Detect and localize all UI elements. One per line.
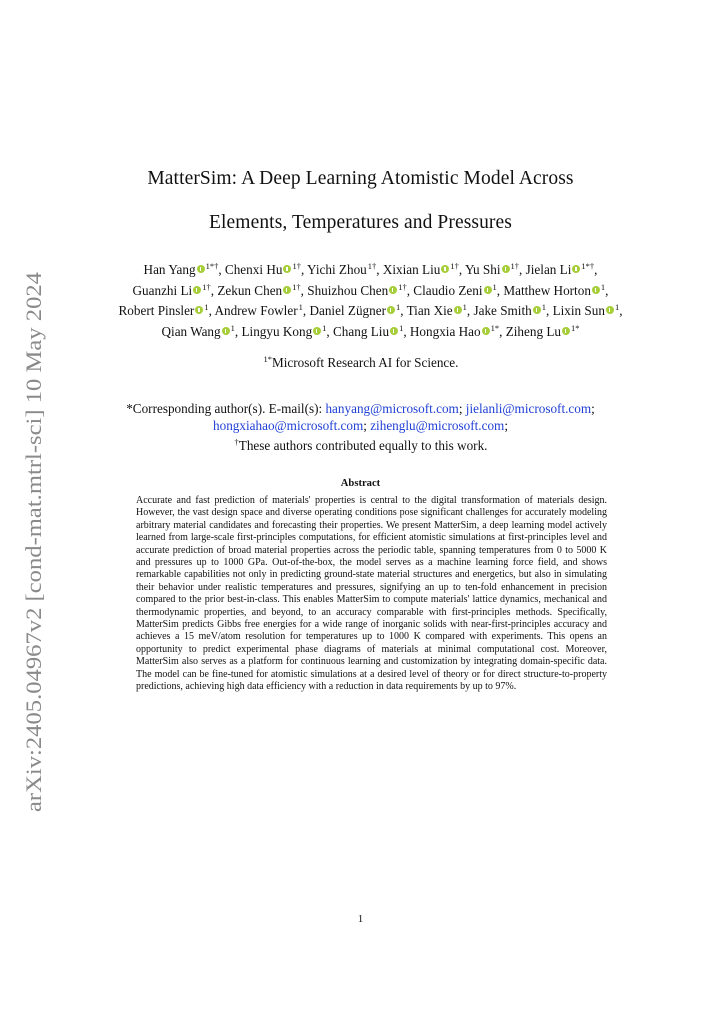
orcid-icon[interactable] bbox=[195, 306, 203, 314]
author-name: Claudio Zeni bbox=[413, 282, 483, 298]
author-name: Ziheng Lu bbox=[505, 323, 561, 339]
email-link-zihenglu[interactable]: zihenglu@microsoft.com bbox=[370, 418, 505, 433]
author-name: Xixian Liu bbox=[382, 262, 441, 277]
author-affiliation-marker: 1† bbox=[398, 281, 407, 292]
author-name: Matthew Horton bbox=[503, 282, 591, 298]
author-affiliation-marker: 1 bbox=[322, 322, 327, 333]
affiliation bbox=[0, 354, 721, 371]
author: Yu Shi $^{1\dagger}$, bbox=[464, 261, 523, 277]
author: Jielan Li $^{1*\dagger}$, bbox=[525, 261, 598, 277]
orcid-icon[interactable] bbox=[193, 286, 201, 294]
author: Guanzhi Li $^{1\dagger}$, bbox=[132, 281, 215, 298]
orcid-icon[interactable] bbox=[313, 327, 321, 335]
author-name: Jielan Li bbox=[525, 262, 572, 277]
orcid-icon[interactable] bbox=[454, 306, 462, 314]
author-affiliation-marker: 1† bbox=[292, 281, 301, 292]
orcid-icon[interactable] bbox=[197, 265, 205, 273]
author: Yichi Zhou$^{1\dagger}$, bbox=[307, 261, 380, 277]
author bbox=[506, 324, 580, 339]
author-name: Han Yang bbox=[143, 262, 196, 277]
author: Jake Smith $^1$, bbox=[473, 302, 550, 318]
author: Lixin Sun $^1$, bbox=[552, 302, 623, 318]
author-affiliation-marker: 1 bbox=[399, 322, 404, 333]
author-affiliation-marker: 1 bbox=[230, 322, 235, 333]
orcid-icon[interactable] bbox=[606, 306, 614, 314]
orcid-icon[interactable] bbox=[283, 286, 291, 294]
author: Zekun Chen $^{1\dagger}$, bbox=[217, 281, 304, 298]
contact-prefix: *Corresponding author(s). E-mail(s): bbox=[126, 401, 323, 416]
author: Xixian Liu $^{1\dagger}$, bbox=[382, 261, 463, 277]
author-affiliation-marker: 1 bbox=[600, 281, 606, 292]
abstract-heading: Abstract bbox=[340, 478, 381, 489]
author: Tian Xie $^1$, bbox=[406, 302, 471, 318]
author-affiliation-marker: 1 bbox=[462, 302, 467, 312]
author-affiliation-marker: 1† bbox=[510, 261, 520, 271]
email-link-hanyang[interactable]: hanyang@microsoft.com bbox=[325, 401, 459, 416]
author-name: Guanzhi Li bbox=[132, 282, 193, 298]
affiliation-text: Microsoft Research AI for Science. bbox=[272, 355, 459, 370]
author-affiliation-marker: 1† bbox=[292, 261, 301, 271]
orcid-icon[interactable] bbox=[533, 306, 541, 314]
email-link-jielanli[interactable]: jielanli@microsoft.com bbox=[465, 401, 592, 416]
orcid-icon[interactable] bbox=[283, 265, 291, 273]
author-name: Shuizhou Chen bbox=[307, 282, 389, 298]
author-name: Yichi Zhou bbox=[307, 262, 367, 277]
author: Robert Pinsler $^1$, bbox=[118, 302, 212, 318]
orcid-icon[interactable] bbox=[389, 286, 397, 294]
author: Chenxi Hu $^{1\dagger}$, bbox=[224, 261, 305, 277]
orcid-icon[interactable] bbox=[592, 286, 600, 294]
orcid-icon[interactable] bbox=[441, 265, 449, 273]
orcid-icon[interactable] bbox=[484, 286, 492, 294]
orcid-icon[interactable] bbox=[502, 265, 510, 273]
paper-title-line-2: Elements, Temperatures and Pressures bbox=[209, 212, 512, 233]
author-name: Andrew Fowler bbox=[214, 303, 298, 318]
orcid-icon[interactable] bbox=[482, 327, 490, 335]
author-name: Lingyu Kong bbox=[241, 323, 313, 339]
author: Matthew Horton $^1$, bbox=[503, 281, 609, 298]
author-affiliation-marker: 1 bbox=[614, 302, 620, 312]
author-affiliation-marker: 1 bbox=[204, 302, 209, 312]
corresponding-authors: *Corresponding author(s). E-mail(s): hanyang@microsoft.com; jielanli@microsoft.com; hongxiahao@microsoft.com; zihenglu@microsoft.com; †These authors contributed equally to this work. bbox=[126, 401, 595, 453]
author: Claudio Zeni $^1$, bbox=[413, 281, 501, 298]
orcid-icon[interactable] bbox=[387, 306, 395, 314]
orcid-icon[interactable] bbox=[222, 327, 230, 335]
abstract-body: Accurate and fast prediction of materials' properties is central to the digital transformation of materials design. However, the vast design space and diverse operating conditions pose significant challenges for accurately modeling arbitrary material candidates and forecasting their properties. We present MatterSim, a deep learning model actively learned from large-scale first-principles computations, for efficient atomistic simulations at first-principles level and accurate prediction of broad material properties across the periodic table, spanning temperatures from 0 to 5000 K and pressures up to 1000 GPa. Out-of-the-box, the model serves as a machine learning force field, and shows remarkable capabilities not only in predicting ground-state material structures and energetics, but also in simulating their behavior under realistic temperatures and pressures, signifying an up to ten-fold enhancement in precision compared to the prior best-in-class. This enables MatterSim to compute materials' lattice dynamics, mechanical and thermodynamic properties, and beyond, to an accuracy comparable with first-principles methods. Specifically, MatterSim predicts Gibbs free energies for a wide range of inorganic solids with near-first-principles accuracy and achieves a 15 meV/atom resolution for temperatures up to 1000 K compared with experiments. This opens an opportunity to predict experimental phase diagrams of materials at minimal computational cost. Moreover, MatterSim also serves as a platform for continuous learning and customization by integrating domain-specific data. The model can be fine-tuned for atomistic simulations at a desired level of theory or for direct structure-to-property predictions, achieving high data efficiency with a reduction in data requirements by up to 97%. bbox=[136, 495, 607, 693]
author-affiliation-marker: 1† bbox=[450, 261, 459, 271]
author-name: Hongxia Hao bbox=[409, 323, 481, 339]
author-affiliation-marker: 1*† bbox=[581, 261, 595, 271]
author: Lingyu Kong $^1$, bbox=[241, 322, 330, 339]
author-list bbox=[110, 258, 631, 340]
email-link-hongxiahao[interactable]: hongxiahao@microsoft.com bbox=[213, 418, 364, 433]
author: Shuizhou Chen $^{1\dagger}$, bbox=[307, 281, 410, 298]
author-name: Jake Smith bbox=[473, 303, 532, 318]
author-affiliation-marker: 1† bbox=[367, 261, 377, 271]
author-affiliation-marker: 1† bbox=[202, 281, 211, 292]
author-affiliation-marker: 1 bbox=[298, 302, 303, 312]
author: Andrew Fowler$^1$, bbox=[214, 302, 307, 318]
author-name: Tian Xie bbox=[406, 303, 453, 318]
author: Daniel Zügner $^1$, bbox=[309, 302, 404, 318]
author-affiliation-marker: 1 bbox=[395, 302, 401, 312]
author-name: Qian Wang bbox=[161, 323, 221, 339]
page-number: 1 bbox=[357, 913, 364, 925]
author-affiliation-marker: 1 bbox=[541, 302, 546, 312]
arxiv-identifier bbox=[21, 268, 47, 812]
author-affiliation-marker: 1 bbox=[492, 281, 497, 292]
affiliation-marker: 1* bbox=[263, 354, 273, 364]
author-name: Chang Liu bbox=[333, 323, 390, 339]
author-name: Zekun Chen bbox=[217, 282, 283, 298]
author-affiliation-marker: 1*† bbox=[205, 261, 219, 271]
arxiv-identifier-text: arXiv:2405.04967v2 [cond-mat.mtrl-sci] 10 May 2024 bbox=[21, 329, 46, 812]
author: Chang Liu $^1$, bbox=[333, 322, 407, 339]
author-affiliation-marker: 1* bbox=[490, 322, 500, 333]
equal-contribution-note: These authors contributed equally to this work. bbox=[238, 438, 488, 453]
author-name: Daniel Zügner bbox=[309, 303, 386, 318]
author-name: Lixin Sun bbox=[552, 303, 605, 318]
equal-contribution-marker: † bbox=[234, 437, 239, 447]
author-name: Chenxi Hu bbox=[224, 262, 283, 277]
paper-title-line-1: MatterSim: A Deep Learning Atomistic Model Across bbox=[147, 168, 574, 189]
orcid-icon[interactable] bbox=[562, 327, 570, 335]
author-name: Robert Pinsler bbox=[118, 303, 195, 318]
author-name: Yu Shi bbox=[464, 262, 501, 277]
author: Hongxia Hao $^{1*}$, bbox=[409, 322, 503, 339]
orcid-icon[interactable] bbox=[572, 265, 580, 273]
author-affiliation-marker: 1* bbox=[571, 322, 580, 333]
author: Han Yang $^{1*\dagger}$, bbox=[143, 261, 222, 277]
author: Qian Wang $^1$, bbox=[161, 322, 239, 339]
orcid-icon[interactable] bbox=[390, 327, 398, 335]
